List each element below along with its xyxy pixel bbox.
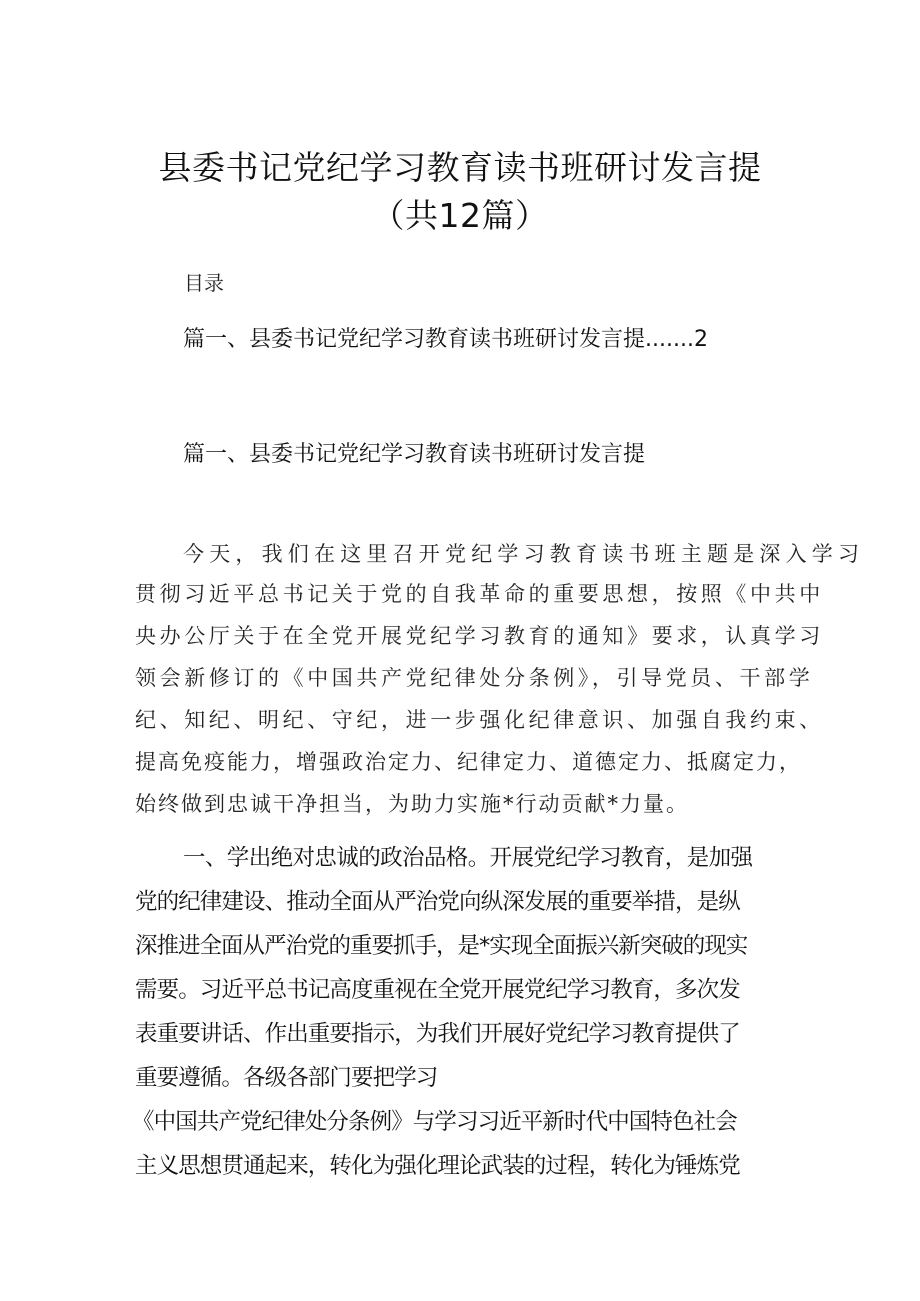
paragraph-line: 表重要讲话、作出重要指示，为我们开展好党纪学习教育提供了: [135, 1021, 740, 1047]
paragraph-line: 主义思想贯通起来，转化为强化理论武装的过程，转化为锤炼党: [135, 1153, 740, 1179]
paragraph-line: 纪、知纪、明纪、守纪，进一步强化纪律意识、加强自我约束、: [135, 708, 824, 732]
paragraph-line: 一、学出绝对忠诚的政治品格。开展党纪学习教育，是加强: [183, 845, 753, 871]
paragraph-line: 需要。习近平总书记高度重视在全党开展党纪学习教育，多次发: [135, 977, 740, 1003]
document-title-line2: （共12篇）: [371, 196, 549, 235]
paragraph-line: 提高免疫能力，增强政治定力、纪律定力、道德定力、抵腐定力，: [135, 750, 802, 774]
toc-entry[interactable]: 篇一、县委书记党纪学习教育读书班研讨发言提.......2: [183, 327, 708, 352]
paragraph-line: 今天，我们在这里召开党纪学习教育读书班主题是深入学习: [183, 542, 865, 566]
paragraph-line: 《中国共产党纪律处分条例》与学习习近平新时代中国特色社会: [132, 1109, 737, 1135]
paragraph-line: 贯彻习近平总书记关于党的自我革命的重要思想，按照《中共中: [135, 582, 824, 606]
paragraph-line: 重要遵循。各级各部门要把学习: [135, 1065, 438, 1091]
paragraph-line: 深推进全面从严治党的重要抓手，是*实现全面振兴新突破的现实: [135, 933, 748, 959]
paragraph-line: 领会新修订的《中国共产党纪律处分条例》，引导党员、干部学: [135, 666, 814, 690]
paragraph-line: 始终做到忠诚干净担当，为助力实施*行动贡献*力量。: [135, 792, 689, 816]
toc-label: 目录: [184, 271, 224, 295]
document-title-line1: 县委书记党纪学习教育读书班研讨发言提: [158, 148, 762, 187]
section-heading: 篇一、县委书记党纪学习教育读书班研讨发言提: [183, 442, 646, 467]
paragraph-line: 党的纪律建设、推动全面从严治党向纵深发展的重要举措，是纵: [135, 889, 740, 915]
paragraph-line: 央办公厅关于在全党开展党纪学习教育的通知》要求，认真学习: [135, 624, 824, 648]
